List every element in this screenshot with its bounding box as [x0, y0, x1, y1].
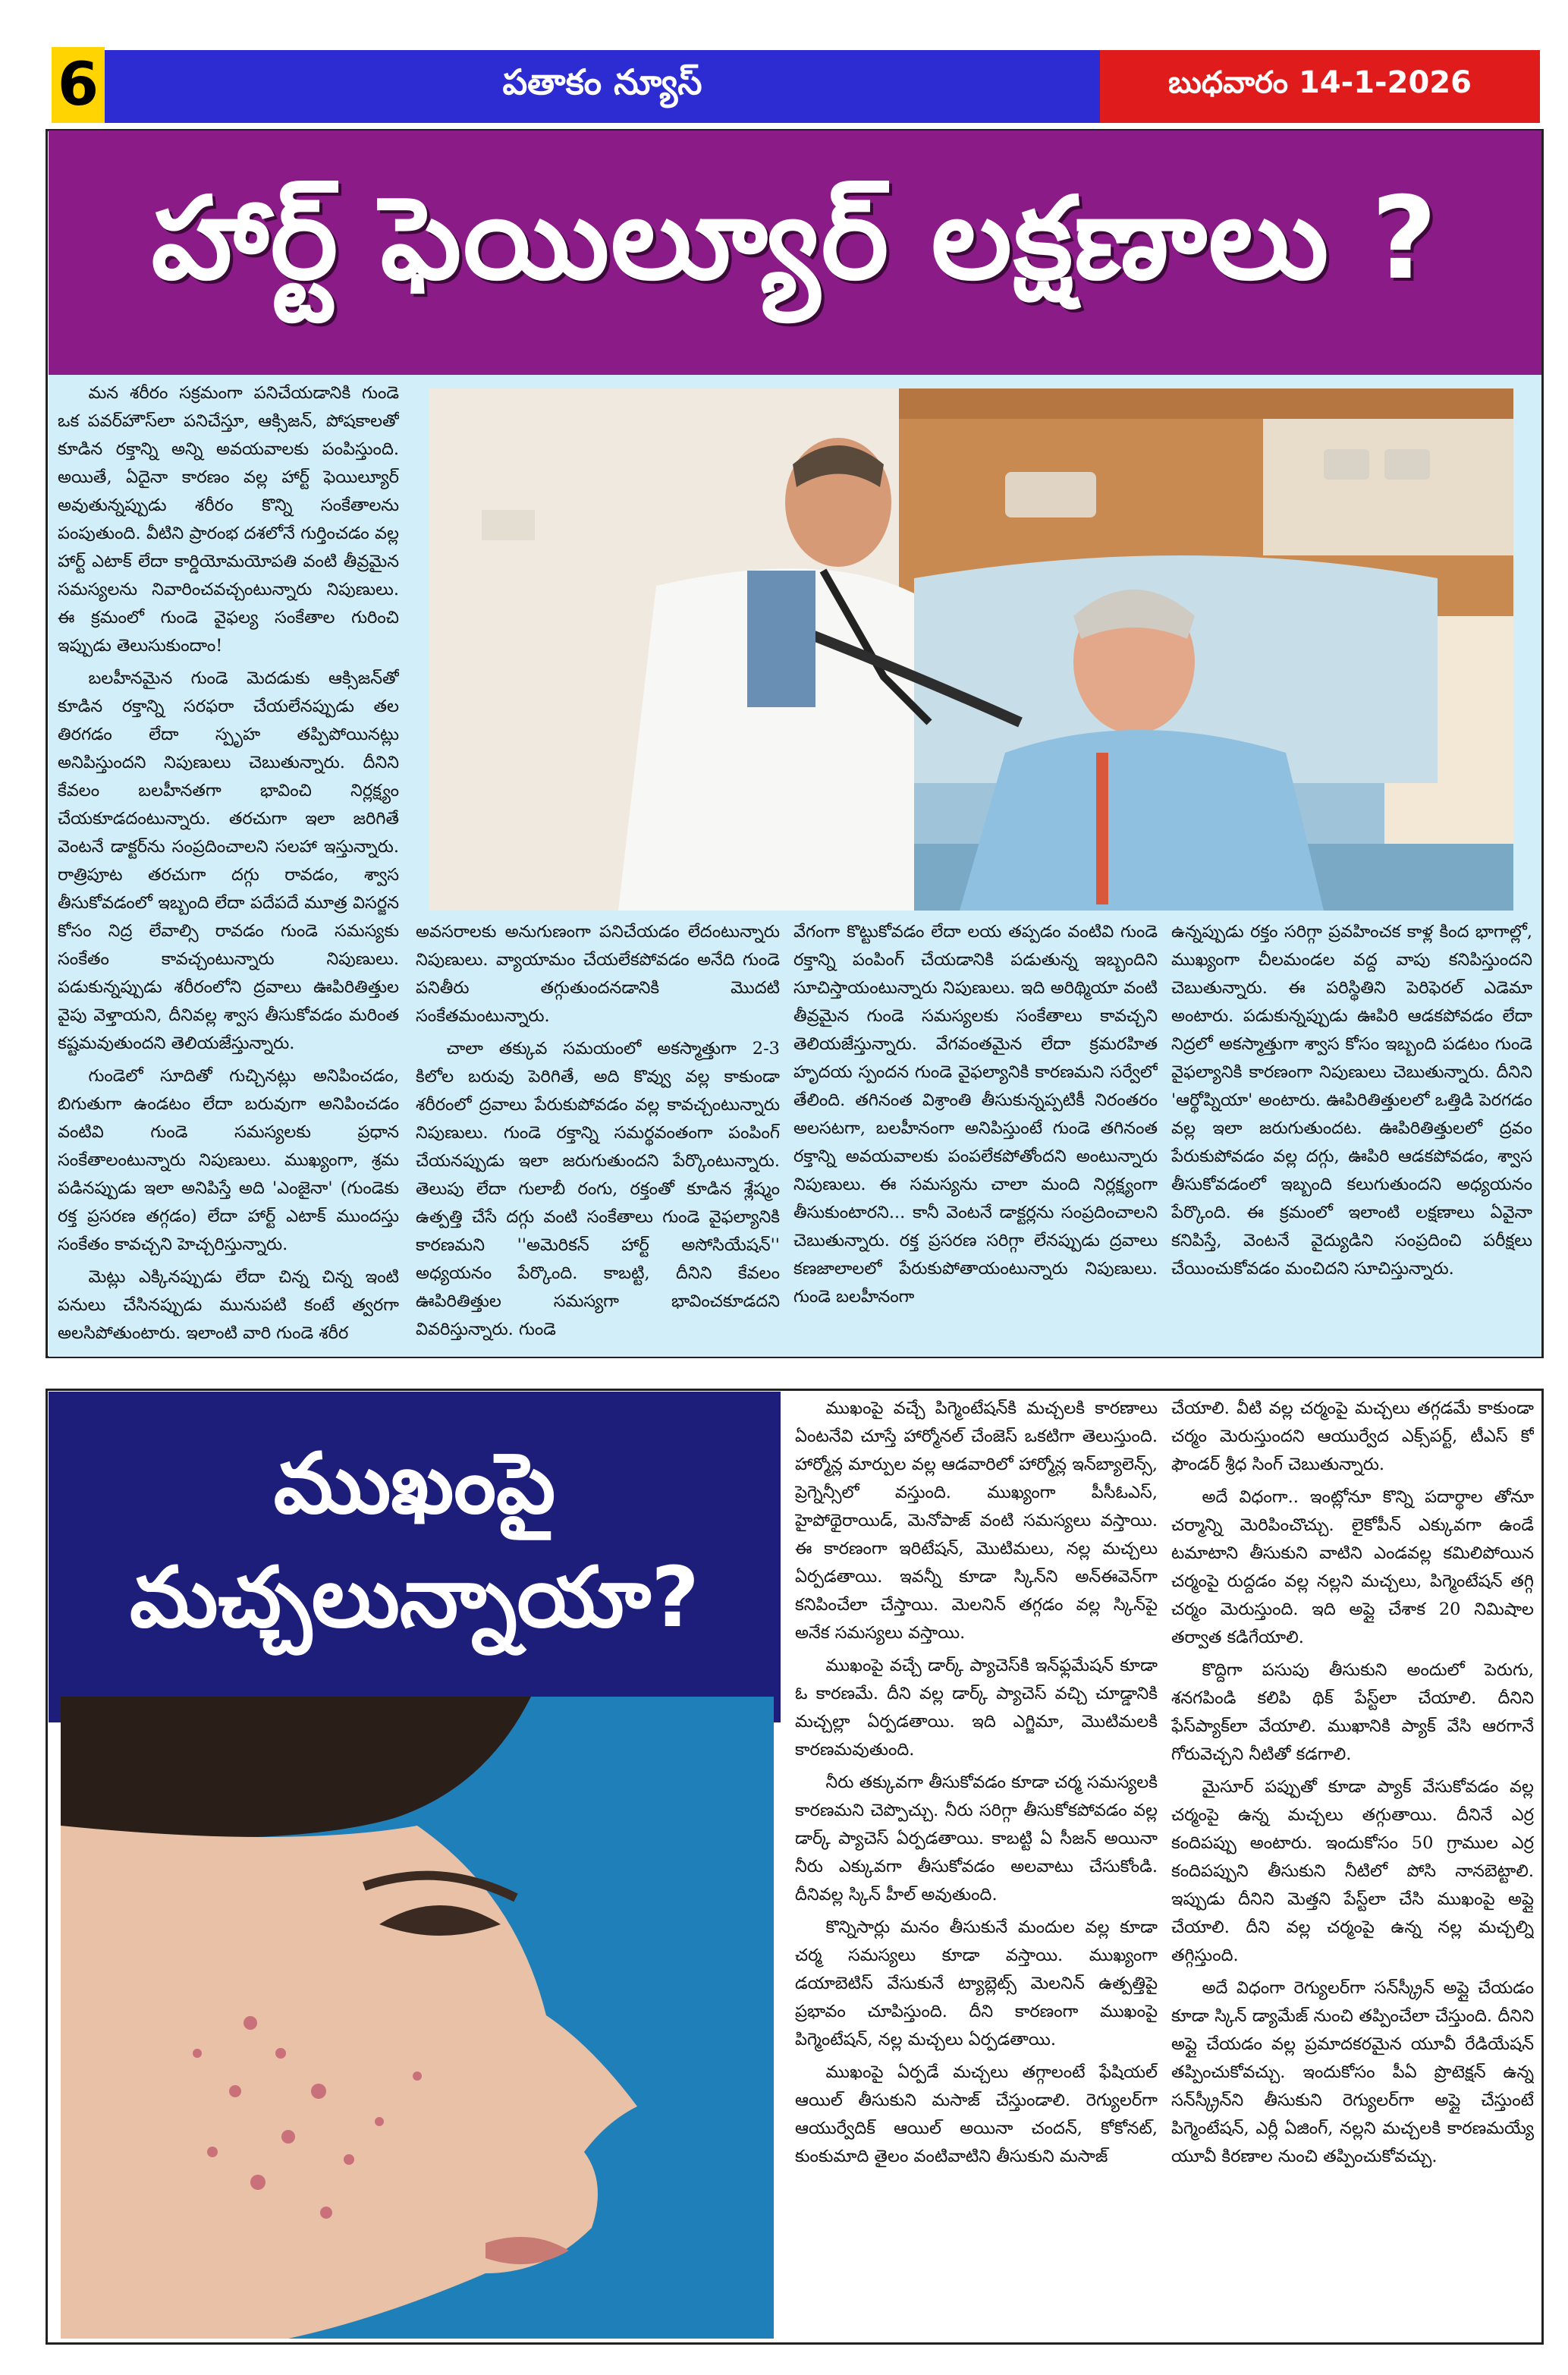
paragraph: అదే విధంగా రెగ్యులర్‌గా సన్‌స్క్రీన్ అప్లై చేయడం కూడా స్కిన్ డ్యామేజ్ నుంచి తప్పించేలా చేస్తుంది. దీనిని అప్లై చేయడం వల్ల ప్రమాదకరమైన యూవీ రేడియేషన్ తప్పించుకోవచ్చు. ఇందుకోసం పీఏ ప్రొటెక్షన్ ఉన్న సన్‌స్క్రీన్‌ని తీసుకుని రెగ్యులర్‌గా అప్లై చేస్తుంటే పిగ్మెంటేషన్, ఎర్లీ ఏజింగ్, నల్లని మచ్చలకి కారణమయ్యే యూవీ కిరణాల నుంచి తప్పించుకోవచ్చు.	[1171, 1978, 1534, 2166]
face-with-acne-spots-photo	[61, 1697, 774, 2339]
paragraph: మన శరీరం సక్రమంగా పనిచేయడానికి గుండె ఒక పవర్‌హౌస్‌లా పనిచేస్తూ, ఆక్సిజన్, పోషకాలతో కూడిన రక్తాన్ని అన్ని అవయవాలకు పంపిస్తుంది. అయితే, ఏదైనా కారణం వల్ల హార్ట్ ఫెయిల్యూర్ అవుతున్నప్పుడు శరీరం కొన్ని సంకేతాలను పంపుతుంది. వీటిని ప్రారంభ దశలోనే గుర్తించడం వల్ల హార్ట్ ఎటాక్ లేదా కార్డియోమయోపతి వంటి తీవ్రమైన సమస్యలను నివారించవచ్చంటున్నారు నిపుణులు. ఈ క్రమంలో గుండె వైఫల్య సంకేతాల గురించి ఇప్పుడు తెలుసుకుందాం!	[58, 383, 399, 656]
article2-headline-block	[49, 1392, 781, 1722]
article2-headline-line-1: ముఖంపై	[273, 1435, 556, 1532]
paragraph: కొద్దిగా పసుపు తీసుకుని అందులో పెరుగు, శనగపిండి కలిపి థిక్ పేస్ట్‌లా చేయాలి. దీనిని ఫేస్‌ప్యాక్‌లా వేయాలి. ముఖానికి ప్యాక్ వేసి ఆరగానే గోరువెచ్చని నీటితో కడగాలి.	[1171, 1660, 1534, 1764]
paragraph: అదే విధంగా.. ఇంట్లోనూ కొన్ని పదార్థాల తోనూ చర్మాన్ని మెరిపించొచ్చు. లైకోపీన్ ఎక్కువగా ఉండే టమాటాని తీసుకుని వాటిని ఎండవల్ల కమిలిపోయిన చర్మంపై రుద్దడం వల్ల నల్లని మచ్చలు, పిగ్మెంటేషన్ తగ్గి చర్మం మెరుస్తుంది. ఇది అప్లై చేశాక 20 నిమిషాల తర్వాత కడిగేయాలి.	[1171, 1487, 1534, 1647]
paragraph: ముఖంపై వచ్చే డార్క్ ప్యాచెస్‌కి ఇన్‌ఫ్లమేషన్ కూడా ఓ కారణమే. దీని వల్ల డార్క్ ప్యాచెస్ వచ్చి చూడ్డానికి మచ్చల్లా ఏర్పడతాయి. ఇది ఎగ్జిమా, మొటిమలకి కారణమవుతుంది.	[795, 1656, 1158, 1760]
paragraph: కొన్నిసార్లు మనం తీసుకునే మందుల వల్ల కూడా చర్మ సమస్యలు కూడా వస్తాయి. ముఖ్యంగా డయాబెటిస్ వేసుకునే ట్యాబ్లెట్స్ మెలనిన్ ఉత్పత్తిపై ప్రభావం చూపిస్తుంది. దీని కారణంగా ముఖంపై పిగ్మెంటేషన్, నల్ల మచ్చలు ఏర్పడతాయి.	[795, 1917, 1158, 2049]
article1-column-4	[1171, 918, 1532, 1354]
article2-column-2	[1171, 1395, 1534, 2339]
article1-column-2	[416, 918, 780, 1354]
article1-headline: హార్ట్ ఫెయిల్యూర్ లక్షణాలు ?	[49, 131, 1541, 375]
paragraph: నీరు తక్కువగా తీసుకోవడం కూడా చర్మ సమస్యలకి కారణమని చెప్పొచ్చు. నీరు సరిగ్గా తీసుకోకపోవడం వల్ల డార్క్ ప్యాచెస్ ఏర్పడతాయి. కాబట్టి ఏ సీజన్ అయినా నీరు ఎక్కువగా తీసుకోవడం అలవాటు చేసుకోండి. దీనివల్ల స్కిన్ హీల్ అవుతుంది.	[795, 1773, 1158, 1905]
paragraph: ముఖంపై ఏర్పడే మచ్చలు తగ్గాలంటే ఫేషియల్ ఆయిల్ తీసుకుని మసాజ్ చేస్తుండాలి. రెగ్యులర్‌గా ఆయుర్వేదిక్ ఆయిల్ అయినా చందన్, కోకోనట్, కుంకుమాది తైలం వంటివాటిని తీసుకుని మసాజ్	[795, 2062, 1158, 2166]
article1-column-1	[58, 379, 399, 1351]
paragraph: బలహీనమైన గుండె మెదడుకు ఆక్సిజన్‌తో కూడిన రక్తాన్ని సరఫరా చేయలేనప్పుడు తల తిరగడం లేదా స్పృహ తప్పిపోయినట్లు అనిపిస్తుందని నిపుణులు చెబుతున్నారు. దీనిని కేవలం బలహీనతగా భావించి నిర్లక్ష్యం చేయకూడదంటున్నారు. తరచుగా ఇలా జరిగితే వెంటనే డాక్టర్‌ను సంప్రదించాలని సలహా ఇస్తున్నారు. రాత్రిపూట తరచుగా దగ్గు రావడం, శ్వాస తీసుకోవడంలో ఇబ్బంది లేదా పదేపదే మూత్ర విసర్జన కోసం నిద్ర లేవాల్సి రావడం గుండె సమస్యకు సంకేతం కావచ్చంటున్నారు నిపుణులు. పడుకున్నప్పుడు శరీరంలోని ద్రవాలు ఊపిరితిత్తుల వైపు వెళ్తాయని, దీనివల్ల శ్వాస తీసుకోవడం మరింత కష్టమవుతుందని తెలియజేస్తున్నారు.	[58, 668, 399, 1053]
doctor-examining-patient-photo	[429, 388, 1513, 911]
article2-headline-line-2: మచ్చలున్నాయా?	[130, 1549, 699, 1646]
paragraph: ఉన్నప్పుడు రక్తం సరిగ్గా ప్రవహించక కాళ్ల కింద భాగాల్లో, ముఖ్యంగా చీలమండల వద్ద వాపు కనిపిస్తుందని చెబుతున్నారు. ఈ పరిస్థితిని పెరిఫెరల్ ఎడెమా అంటారు. పడుకున్నప్పుడు ఊపిరి ఆడకపోవడం లేదా నిద్రలో అకస్మాత్తుగా శ్వాస కోసం ఇబ్బంది పడటం గుండె వైఫల్యానికి కారణంగా నిపుణులు చెబుతున్నారు. దీనిని 'ఆర్థోప్నియా' అంటారు. ఊపిరితిత్తులలో ఒత్తిడి పెరగడం వల్ల ఇలా జరుగుతుందట. ఊపిరితిత్తులలో ద్రవం పేరుకుపోవడం వల్ల దగ్గు, ఊపిరి ఆడకపోవడం, శ్వాస తీసుకోవడంలో ఇబ్బంది కలుగుతుందని అధ్యయనం పేర్కొంది. ఈ క్రమంలో ఇలాంటి లక్షణాలు ఏవైనా కనిపిస్తే, వెంటనే వైద్యుడిని సంప్రదించి పరీక్షలు చేయించుకోవడం మంచిదని సూచిస్తున్నారు.	[1171, 922, 1532, 1279]
paragraph: ముఖంపై వచ్చే పిగ్మెంటేషన్‌కి మచ్చలకి కారణాలు ఏంటనేవి చూస్తే హార్మోనల్ చేంజెస్ ఒకటిగా తెలుస్తుంది. హార్మోన్ల మార్పుల వల్ల ఆడవారిలో హార్మోన్ల ఇన్‌బ్యాలెన్స్, ప్రెగ్నెన్సీలో వస్తుంది. ముఖ్యంగా పీసీఓఎస్, హైపోథైరాయిడ్, మెనోపాజ్ వంటి సమస్యలు వస్తాయి. ఈ కారణంగా ఇరిటేషన్, మొటిమలు, నల్ల మచ్చలు ఏర్పడతాయి. ఇవన్నీ కూడా స్కిన్‌ని అన్‌ఈవెన్‌గా కనిపించేలా చేస్తాయి. మెలనిన్ తగ్గడం వల్ల స్కిన్‌పై అనేక సమస్యలు వస్తాయి.	[795, 1398, 1158, 1643]
article1-column-3	[793, 918, 1158, 1354]
page-number: 6	[52, 47, 105, 123]
paragraph: వేగంగా కొట్టుకోవడం లేదా లయ తప్పడం వంటివి గుండె రక్తాన్ని పంపింగ్ చేయడానికి పడుతున్న ఇబ్బందిని సూచిస్తాయంటున్నారు నిపుణులు. ఇది అరిథ్మియా వంటి తీవ్రమైన గుండె సమస్యలకు సంకేతాలు కావచ్చని తెలియజేస్తున్నారు. వేగవంతమైన లేదా క్రమరహిత హృదయ స్పందన గుండె వైఫల్యానికి కారణమని సర్వేలో తేలింది. తగినంత విశ్రాంతి తీసుకున్నప్పటికీ నిరంతరం అలసటగా, బలహీనంగా అనిపిస్తుంటే గుండె తగినంత రక్తాన్ని అవయవాలకు పంపలేకపోతోందని అంటున్నారు నిపుణులు. ఈ సమస్యను చాలా మంది నిర్లక్ష్యంగా తీసుకుంటారని... కానీ వెంటనే డాక్టర్లను సంప్రదించాలని చెబుతున్నారు. రక్త ప్రసరణ సరిగ్గా లేనప్పుడు ద్రవాలు కణజాలాలలో పేరుకుపోతాయంటున్నారు నిపుణులు. గుండె బలహీనంగా	[793, 922, 1158, 1307]
paragraph: అవసరాలకు అనుగుణంగా పనిచేయడం లేదంటున్నారు నిపుణులు. వ్యాయామం చేయలేకపోవడం అనేది గుండె పనితీరు తగ్గుతుందనడానికి మొదటి సంకేతమంటున్నారు.	[416, 922, 780, 1026]
paragraph: మెట్లు ఎక్కినప్పుడు లేదా చిన్న చిన్న ఇంటి పనులు చేసినప్పుడు మునుపటి కంటే త్వరగా అలసిపోతుంటారు. ఇలాంటి వారి గుండె శరీర	[58, 1267, 399, 1343]
article2-column-1	[795, 1395, 1158, 2339]
paragraph: చేయాలి. వీటి వల్ల చర్మంపై మచ్చలు తగ్గడమే కాకుండా చర్మం మెరుస్తుందని ఆయుర్వేద ఎక్స్‌పర్ట్, టీఎస్ కో ఫౌండర్ శ్రీధ సింగ్ చెబుతున్నారు.	[1171, 1398, 1534, 1474]
paragraph: గుండెలో సూదితో గుచ్చినట్లు అనిపించడం, బిగుతుగా ఉండటం లేదా బరువుగా అనిపించడం వంటివి గుండె సమస్యలకు ప్రధాన సంకేతాలంటున్నారు నిపుణులు. ముఖ్యంగా, శ్రమ పడినప్పుడు ఇలా అనిపిస్తే అది 'ఎంజైనా' (గుండెకు రక్త ప్రసరణ తగ్గడం) లేదా హార్ట్ ఎటాక్ ముందస్తు సంకేతం కావచ్చని హెచ్చరిస్తున్నారు.	[58, 1066, 399, 1254]
newspaper-name: పతాకం న్యూస్	[105, 50, 1100, 123]
issue-date: బుధవారం 14-1-2026	[1100, 50, 1540, 123]
paragraph: చాలా తక్కువ సమయంలో అకస్మాత్తుగా 2-3 కిలోల బరువు పెరిగితే, అది కొవ్వు వల్ల కాకుండా శరీరంలో ద్రవాలు పేరుకుపోవడం వల్ల కావచ్చంటున్నారు నిపుణులు. గుండె రక్తాన్ని సమర్థవంతంగా పంపింగ్ చేయనప్పుడు ఇలా జరుగుతుందని పేర్కొంటున్నారు. తెలుపు లేదా గులాబీ రంగు, రక్తంతో కూడిన శ్లేష్మం ఉత్పత్తి చేసే దగ్గు వంటి సంకేతాలు గుండె వైఫల్యానికి కారణమని ''అమెరికన్ హార్ట్ అసోసియేషన్'' అధ్యయనం పేర్కొంది. కాబట్టి, దీనిని కేవలం ఊపిరితిత్తుల సమస్యగా భావించకూడదని వివరిస్తున్నారు. గుండె	[416, 1039, 780, 1339]
paragraph: మైసూర్ పప్పుతో కూడా ప్యాక్ వేసుకోవడం వల్ల చర్మంపై ఉన్న మచ్చలు తగ్గుతాయి. దీనినే ఎర్ర కందిపప్పు అంటారు. ఇందుకోసం 50 గ్రాముల ఎర్ర కందిపప్పుని తీసుకుని నీటిలో పోసి నానబెట్టాలి. ఇప్పుడు దీనిని మెత్తని పేస్ట్‌లా చేసి ముఖంపై అప్లై చేయాలి. దీని వల్ల చర్మంపై ఉన్న నల్ల మచ్చల్ని తగ్గిస్తుంది.	[1171, 1777, 1534, 1965]
